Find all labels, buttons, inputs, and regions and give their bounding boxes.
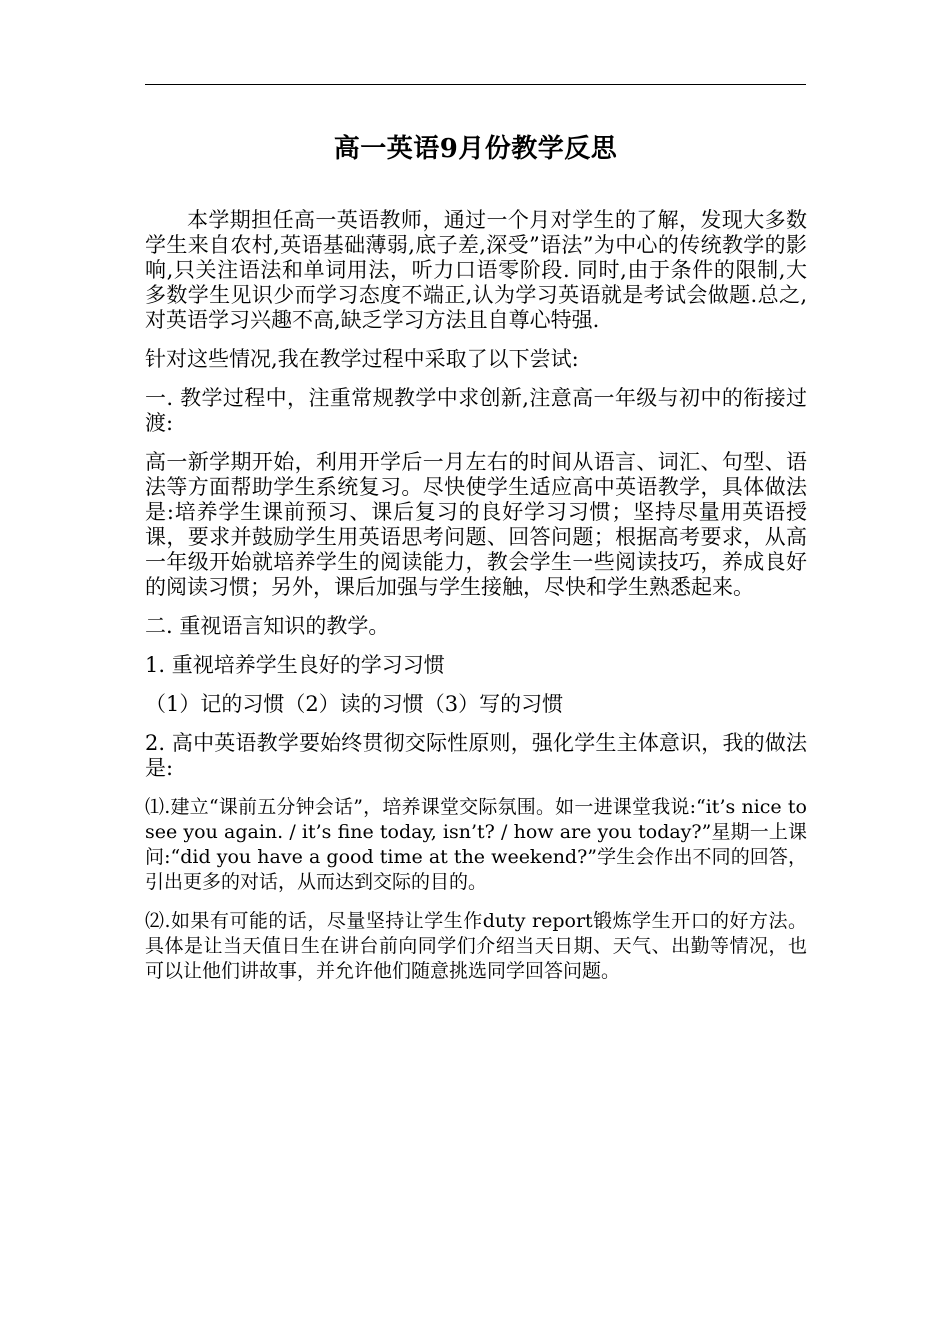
paragraph-habits-list: （1）记的习惯（2）读的习惯（3）写的习惯 bbox=[145, 692, 564, 716]
header-rule bbox=[145, 84, 806, 85]
paragraph-item-one: 1. 重视培养学生良好的学习习惯 bbox=[145, 653, 445, 677]
paragraph-item-two: 2. 高中英语教学要始终贯彻交际性原则，强化学生主体意识，我的做法是: bbox=[145, 731, 807, 780]
paragraph-intro: 本学期担任高一英语教师，通过一个月对学生的了解，发现大多数学生来自农村,英语基础薄弱,底子差,深受”语法”为中心的传统教学的影响,只关注语法和单词用法，听力口语零阶段. 同时,由于条件的限制,大多数学生见识少而学习态度不端正,认为学习英语就是考试会做题.总之,对英语学习兴趣不高,缺乏学习方法且自尊心特强. bbox=[145, 208, 807, 332]
document-body bbox=[145, 208, 807, 998]
paragraph-sub-item-one: ⑴.建立“课前五分钟会话”，培养课堂交际氛围。如一进课堂我说:“it’s nice to see you again. / it’s fine today, isn’t? / how are you today?”星期一上课问:“did you have a good time at the weekend?”学生会作出不同的回答，引出更多的对话，从而达到交际的目的。 bbox=[145, 796, 807, 893]
paragraph-approach: 针对这些情况,我在教学过程中采取了以下尝试: bbox=[145, 347, 579, 371]
document-title: 高一英语9月份教学反思 bbox=[333, 134, 618, 164]
paragraph-section-one-body: 高一新学期开始，利用开学后一月左右的时间从语言、词汇、句型、语法等方面帮助学生系统复习。尽快使学生适应高中英语教学，具体做法是:培养学生课前预习、课后复习的良好学习习惯；坚持尽量用英语授课，要求并鼓励学生用英语思考问题、回答问题；根据高考要求，从高一年级开始就培养学生的阅读能力，教会学生一些阅读技巧，养成良好的阅读习惯；另外，课后加强与学生接触，尽快和学生熟悉起来。 bbox=[145, 450, 807, 599]
paragraph-sub-item-two: ⑵.如果有可能的话，尽量坚持让学生作duty report锻炼学生开口的好方法。具体是让当天值日生在讲台前向同学们介绍当天日期、天气、出勤等情况，也可以让他们讲故事，并允许他们随意挑选同学回答问题。 bbox=[145, 910, 807, 982]
paragraph-section-two-heading: 二. 重视语言知识的教学。 bbox=[145, 614, 390, 638]
paragraph-section-one-heading: 一. 教学过程中，注重常规教学中求创新,注意高一年级与初中的衔接过渡: bbox=[145, 386, 807, 435]
